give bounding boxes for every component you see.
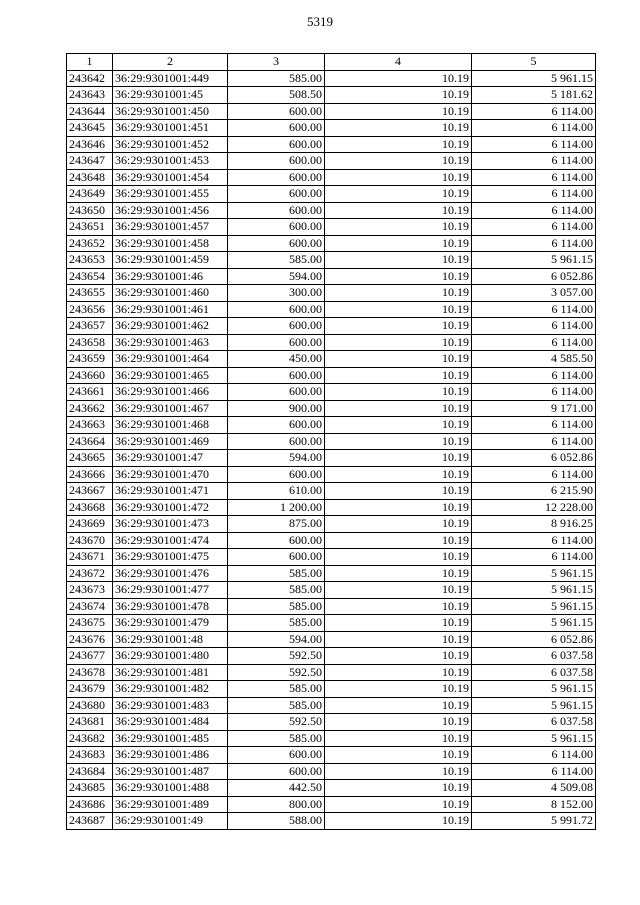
row-number-cell: 243683 <box>67 747 113 764</box>
amount-cell: 6 114.00 <box>472 334 596 351</box>
area-cell: 594.00 <box>228 631 325 648</box>
area-cell: 508.50 <box>228 87 325 104</box>
table-row <box>67 433 596 450</box>
row-number-cell: 243645 <box>67 120 113 137</box>
amount-cell: 6 037.58 <box>472 664 596 681</box>
cadastral-number-cell: 36:29:9301001:461 <box>113 301 228 318</box>
area-cell: 600.00 <box>228 136 325 153</box>
rate-cell: 10.19 <box>325 268 472 285</box>
amount-cell: 6 114.00 <box>472 120 596 137</box>
rate-cell: 10.19 <box>325 681 472 698</box>
cadastral-number-cell: 36:29:9301001:459 <box>113 252 228 269</box>
table-row <box>67 351 596 368</box>
rate-cell: 10.19 <box>325 334 472 351</box>
amount-cell: 5 961.15 <box>472 681 596 698</box>
amount-cell: 6 114.00 <box>472 763 596 780</box>
amount-cell: 5 961.15 <box>472 70 596 87</box>
amount-cell: 6 037.58 <box>472 648 596 665</box>
row-number-cell: 243674 <box>67 598 113 615</box>
cadastral-number-cell: 36:29:9301001:487 <box>113 763 228 780</box>
cadastral-number-cell: 36:29:9301001:450 <box>113 103 228 120</box>
cadastral-number-cell: 36:29:9301001:467 <box>113 400 228 417</box>
cadastral-number-cell: 36:29:9301001:485 <box>113 730 228 747</box>
cadastral-number-cell: 36:29:9301001:474 <box>113 532 228 549</box>
cadastral-number-cell: 36:29:9301001:46 <box>113 268 228 285</box>
amount-cell: 9 171.00 <box>472 400 596 417</box>
rate-cell: 10.19 <box>325 120 472 137</box>
area-cell: 600.00 <box>228 202 325 219</box>
cadastral-number-cell: 36:29:9301001:488 <box>113 780 228 797</box>
row-number-cell: 243650 <box>67 202 113 219</box>
amount-cell: 6 114.00 <box>472 103 596 120</box>
row-number-cell: 243685 <box>67 780 113 797</box>
area-cell: 600.00 <box>228 763 325 780</box>
amount-cell: 6 114.00 <box>472 219 596 236</box>
cadastral-number-cell: 36:29:9301001:452 <box>113 136 228 153</box>
cadastral-number-cell: 36:29:9301001:45 <box>113 87 228 104</box>
area-cell: 442.50 <box>228 780 325 797</box>
table-header <box>67 54 596 71</box>
row-number-cell: 243678 <box>67 664 113 681</box>
amount-cell: 5 961.15 <box>472 582 596 599</box>
row-number-cell: 243677 <box>67 648 113 665</box>
rate-cell: 10.19 <box>325 417 472 434</box>
table-row <box>67 466 596 483</box>
rate-cell: 10.19 <box>325 549 472 566</box>
rate-cell: 10.19 <box>325 780 472 797</box>
cadastral-number-cell: 36:29:9301001:457 <box>113 219 228 236</box>
cadastral-number-cell: 36:29:9301001:481 <box>113 664 228 681</box>
rate-cell: 10.19 <box>325 103 472 120</box>
area-cell: 592.50 <box>228 664 325 681</box>
table-row <box>67 334 596 351</box>
amount-cell: 5 961.15 <box>472 252 596 269</box>
area-cell: 585.00 <box>228 582 325 599</box>
area-cell: 600.00 <box>228 103 325 120</box>
rate-cell: 10.19 <box>325 631 472 648</box>
area-cell: 585.00 <box>228 697 325 714</box>
cadastral-number-cell: 36:29:9301001:472 <box>113 499 228 516</box>
amount-cell: 3 057.00 <box>472 285 596 302</box>
rate-cell: 10.19 <box>325 219 472 236</box>
amount-cell: 5 961.15 <box>472 730 596 747</box>
cadastral-number-cell: 36:29:9301001:449 <box>113 70 228 87</box>
column-header-3: 3 <box>228 54 325 71</box>
table-row <box>67 664 596 681</box>
cadastral-number-cell: 36:29:9301001:489 <box>113 796 228 813</box>
cadastral-number-cell: 36:29:9301001:476 <box>113 565 228 582</box>
amount-cell: 6 114.00 <box>472 433 596 450</box>
table-row <box>67 169 596 186</box>
rate-cell: 10.19 <box>325 714 472 731</box>
area-cell: 585.00 <box>228 252 325 269</box>
table-row <box>67 400 596 417</box>
amount-cell: 6 114.00 <box>472 417 596 434</box>
row-number-cell: 243653 <box>67 252 113 269</box>
rate-cell: 10.19 <box>325 450 472 467</box>
rate-cell: 10.19 <box>325 367 472 384</box>
area-cell: 600.00 <box>228 466 325 483</box>
table-body <box>67 70 596 829</box>
cadastral-number-cell: 36:29:9301001:49 <box>113 813 228 830</box>
cadastral-number-cell: 36:29:9301001:475 <box>113 549 228 566</box>
amount-cell: 5 961.15 <box>472 615 596 632</box>
rate-cell: 10.19 <box>325 697 472 714</box>
rate-cell: 10.19 <box>325 433 472 450</box>
amount-cell: 6 114.00 <box>472 202 596 219</box>
rate-cell: 10.19 <box>325 252 472 269</box>
area-cell: 800.00 <box>228 796 325 813</box>
header-row <box>67 54 596 71</box>
table-row <box>67 384 596 401</box>
amount-cell: 6 114.00 <box>472 367 596 384</box>
area-cell: 588.00 <box>228 813 325 830</box>
row-number-cell: 243649 <box>67 186 113 203</box>
cadastral-number-cell: 36:29:9301001:453 <box>113 153 228 170</box>
row-number-cell: 243671 <box>67 549 113 566</box>
row-number-cell: 243687 <box>67 813 113 830</box>
table-row <box>67 747 596 764</box>
amount-cell: 6 052.86 <box>472 631 596 648</box>
page-number: 5319 <box>307 14 333 29</box>
table-row <box>67 813 596 830</box>
table-row <box>67 714 596 731</box>
row-number-cell: 243652 <box>67 235 113 252</box>
cadastral-number-cell: 36:29:9301001:473 <box>113 516 228 533</box>
row-number-cell: 243686 <box>67 796 113 813</box>
row-number-cell: 243675 <box>67 615 113 632</box>
amount-cell: 6 114.00 <box>472 532 596 549</box>
row-number-cell: 243646 <box>67 136 113 153</box>
area-cell: 585.00 <box>228 565 325 582</box>
amount-cell: 6 114.00 <box>472 549 596 566</box>
area-cell: 600.00 <box>228 384 325 401</box>
table-row <box>67 582 596 599</box>
table-row <box>67 103 596 120</box>
table-row <box>67 648 596 665</box>
area-cell: 600.00 <box>228 301 325 318</box>
area-cell: 600.00 <box>228 334 325 351</box>
rate-cell: 10.19 <box>325 516 472 533</box>
rate-cell: 10.19 <box>325 235 472 252</box>
rate-cell: 10.19 <box>325 351 472 368</box>
rate-cell: 10.19 <box>325 813 472 830</box>
rate-cell: 10.19 <box>325 466 472 483</box>
table-row <box>67 235 596 252</box>
table-row <box>67 631 596 648</box>
land-parcel-table <box>66 53 596 830</box>
table-row <box>67 450 596 467</box>
amount-cell: 8 152.00 <box>472 796 596 813</box>
amount-cell: 6 114.00 <box>472 235 596 252</box>
amount-cell: 4 509.08 <box>472 780 596 797</box>
rate-cell: 10.19 <box>325 87 472 104</box>
row-number-cell: 243651 <box>67 219 113 236</box>
row-number-cell: 243655 <box>67 285 113 302</box>
area-cell: 600.00 <box>228 153 325 170</box>
table-row <box>67 219 596 236</box>
table-row <box>67 697 596 714</box>
table-row <box>67 367 596 384</box>
row-number-cell: 243681 <box>67 714 113 731</box>
amount-cell: 5 961.15 <box>472 697 596 714</box>
rate-cell: 10.19 <box>325 648 472 665</box>
amount-cell: 5 181.62 <box>472 87 596 104</box>
area-cell: 585.00 <box>228 681 325 698</box>
table-row <box>67 549 596 566</box>
row-number-cell: 243648 <box>67 169 113 186</box>
row-number-cell: 243676 <box>67 631 113 648</box>
cadastral-number-cell: 36:29:9301001:460 <box>113 285 228 302</box>
cadastral-number-cell: 36:29:9301001:469 <box>113 433 228 450</box>
area-cell: 600.00 <box>228 747 325 764</box>
amount-cell: 6 037.58 <box>472 714 596 731</box>
rate-cell: 10.19 <box>325 384 472 401</box>
row-number-cell: 243647 <box>67 153 113 170</box>
row-number-cell: 243656 <box>67 301 113 318</box>
row-number-cell: 243643 <box>67 87 113 104</box>
rate-cell: 10.19 <box>325 664 472 681</box>
rate-cell: 10.19 <box>325 615 472 632</box>
table-row <box>67 763 596 780</box>
rate-cell: 10.19 <box>325 532 472 549</box>
row-number-cell: 243657 <box>67 318 113 335</box>
row-number-cell: 243672 <box>67 565 113 582</box>
table-row <box>67 499 596 516</box>
table-row <box>67 301 596 318</box>
row-number-cell: 243673 <box>67 582 113 599</box>
table-row <box>67 532 596 549</box>
table-row <box>67 285 596 302</box>
area-cell: 900.00 <box>228 400 325 417</box>
cadastral-number-cell: 36:29:9301001:454 <box>113 169 228 186</box>
row-number-cell: 243684 <box>67 763 113 780</box>
amount-cell: 6 114.00 <box>472 186 596 203</box>
area-cell: 1 200.00 <box>228 499 325 516</box>
area-cell: 592.50 <box>228 648 325 665</box>
area-cell: 592.50 <box>228 714 325 731</box>
area-cell: 600.00 <box>228 417 325 434</box>
row-number-cell: 243661 <box>67 384 113 401</box>
area-cell: 300.00 <box>228 285 325 302</box>
table-row <box>67 120 596 137</box>
area-cell: 594.00 <box>228 450 325 467</box>
rate-cell: 10.19 <box>325 285 472 302</box>
area-cell: 600.00 <box>228 169 325 186</box>
cadastral-number-cell: 36:29:9301001:456 <box>113 202 228 219</box>
table-row <box>67 252 596 269</box>
rate-cell: 10.19 <box>325 565 472 582</box>
rate-cell: 10.19 <box>325 301 472 318</box>
area-cell: 600.00 <box>228 120 325 137</box>
rate-cell: 10.19 <box>325 153 472 170</box>
table-row <box>67 136 596 153</box>
rate-cell: 10.19 <box>325 483 472 500</box>
table-row <box>67 417 596 434</box>
amount-cell: 6 114.00 <box>472 136 596 153</box>
rate-cell: 10.19 <box>325 202 472 219</box>
area-cell: 585.00 <box>228 730 325 747</box>
table-row <box>67 186 596 203</box>
cadastral-number-cell: 36:29:9301001:480 <box>113 648 228 665</box>
table-row <box>67 598 596 615</box>
table-row <box>67 318 596 335</box>
table-row <box>67 516 596 533</box>
cadastral-number-cell: 36:29:9301001:464 <box>113 351 228 368</box>
rate-cell: 10.19 <box>325 763 472 780</box>
rate-cell: 10.19 <box>325 136 472 153</box>
cadastral-number-cell: 36:29:9301001:466 <box>113 384 228 401</box>
table-row <box>67 202 596 219</box>
rate-cell: 10.19 <box>325 400 472 417</box>
row-number-cell: 243642 <box>67 70 113 87</box>
cadastral-number-cell: 36:29:9301001:47 <box>113 450 228 467</box>
cadastral-number-cell: 36:29:9301001:455 <box>113 186 228 203</box>
cadastral-number-cell: 36:29:9301001:458 <box>113 235 228 252</box>
amount-cell: 6 114.00 <box>472 318 596 335</box>
row-number-cell: 243664 <box>67 433 113 450</box>
column-header-5: 5 <box>472 54 596 71</box>
amount-cell: 6 114.00 <box>472 384 596 401</box>
cadastral-number-cell: 36:29:9301001:478 <box>113 598 228 615</box>
rate-cell: 10.19 <box>325 186 472 203</box>
rate-cell: 10.19 <box>325 318 472 335</box>
row-number-cell: 243644 <box>67 103 113 120</box>
area-cell: 600.00 <box>228 318 325 335</box>
row-number-cell: 243682 <box>67 730 113 747</box>
table-row <box>67 565 596 582</box>
rate-cell: 10.19 <box>325 582 472 599</box>
area-cell: 600.00 <box>228 433 325 450</box>
table-row <box>67 153 596 170</box>
table-row <box>67 796 596 813</box>
area-cell: 600.00 <box>228 367 325 384</box>
area-cell: 600.00 <box>228 549 325 566</box>
table-row <box>67 730 596 747</box>
cadastral-number-cell: 36:29:9301001:465 <box>113 367 228 384</box>
row-number-cell: 243670 <box>67 532 113 549</box>
cadastral-number-cell: 36:29:9301001:471 <box>113 483 228 500</box>
area-cell: 600.00 <box>228 219 325 236</box>
amount-cell: 12 228.00 <box>472 499 596 516</box>
cadastral-number-cell: 36:29:9301001:483 <box>113 697 228 714</box>
cadastral-number-cell: 36:29:9301001:48 <box>113 631 228 648</box>
row-number-cell: 243665 <box>67 450 113 467</box>
cadastral-number-cell: 36:29:9301001:486 <box>113 747 228 764</box>
amount-cell: 6 114.00 <box>472 466 596 483</box>
rate-cell: 10.19 <box>325 747 472 764</box>
rate-cell: 10.19 <box>325 169 472 186</box>
area-cell: 610.00 <box>228 483 325 500</box>
rate-cell: 10.19 <box>325 70 472 87</box>
amount-cell: 4 585.50 <box>472 351 596 368</box>
area-cell: 585.00 <box>228 598 325 615</box>
cadastral-number-cell: 36:29:9301001:468 <box>113 417 228 434</box>
amount-cell: 6 114.00 <box>472 153 596 170</box>
column-header-4: 4 <box>325 54 472 71</box>
amount-cell: 6 215.90 <box>472 483 596 500</box>
area-cell: 585.00 <box>228 70 325 87</box>
row-number-cell: 243662 <box>67 400 113 417</box>
rate-cell: 10.19 <box>325 730 472 747</box>
area-cell: 875.00 <box>228 516 325 533</box>
row-number-cell: 243667 <box>67 483 113 500</box>
area-cell: 600.00 <box>228 235 325 252</box>
amount-cell: 6 052.86 <box>472 450 596 467</box>
row-number-cell: 243654 <box>67 268 113 285</box>
area-cell: 600.00 <box>228 532 325 549</box>
rate-cell: 10.19 <box>325 796 472 813</box>
row-number-cell: 243659 <box>67 351 113 368</box>
row-number-cell: 243663 <box>67 417 113 434</box>
table-row <box>67 681 596 698</box>
amount-cell: 8 916.25 <box>472 516 596 533</box>
amount-cell: 6 114.00 <box>472 301 596 318</box>
cadastral-number-cell: 36:29:9301001:470 <box>113 466 228 483</box>
amount-cell: 6 052.86 <box>472 268 596 285</box>
table-row <box>67 268 596 285</box>
amount-cell: 5 961.15 <box>472 598 596 615</box>
rate-cell: 10.19 <box>325 499 472 516</box>
column-header-1: 1 <box>67 54 113 71</box>
row-number-cell: 243660 <box>67 367 113 384</box>
row-number-cell: 243680 <box>67 697 113 714</box>
row-number-cell: 243658 <box>67 334 113 351</box>
cadastral-number-cell: 36:29:9301001:462 <box>113 318 228 335</box>
area-cell: 450.00 <box>228 351 325 368</box>
amount-cell: 5 961.15 <box>472 565 596 582</box>
row-number-cell: 243679 <box>67 681 113 698</box>
row-number-cell: 243669 <box>67 516 113 533</box>
area-cell: 585.00 <box>228 615 325 632</box>
amount-cell: 5 991.72 <box>472 813 596 830</box>
area-cell: 594.00 <box>228 268 325 285</box>
rate-cell: 10.19 <box>325 598 472 615</box>
table-row <box>67 70 596 87</box>
row-number-cell: 243668 <box>67 499 113 516</box>
table-row <box>67 780 596 797</box>
table-row <box>67 483 596 500</box>
cadastral-number-cell: 36:29:9301001:463 <box>113 334 228 351</box>
table-row <box>67 615 596 632</box>
row-number-cell: 243666 <box>67 466 113 483</box>
cadastral-number-cell: 36:29:9301001:451 <box>113 120 228 137</box>
cadastral-number-cell: 36:29:9301001:484 <box>113 714 228 731</box>
cadastral-number-cell: 36:29:9301001:477 <box>113 582 228 599</box>
column-header-2: 2 <box>113 54 228 71</box>
amount-cell: 6 114.00 <box>472 747 596 764</box>
amount-cell: 6 114.00 <box>472 169 596 186</box>
cadastral-number-cell: 36:29:9301001:479 <box>113 615 228 632</box>
table-row <box>67 87 596 104</box>
cadastral-number-cell: 36:29:9301001:482 <box>113 681 228 698</box>
area-cell: 600.00 <box>228 186 325 203</box>
